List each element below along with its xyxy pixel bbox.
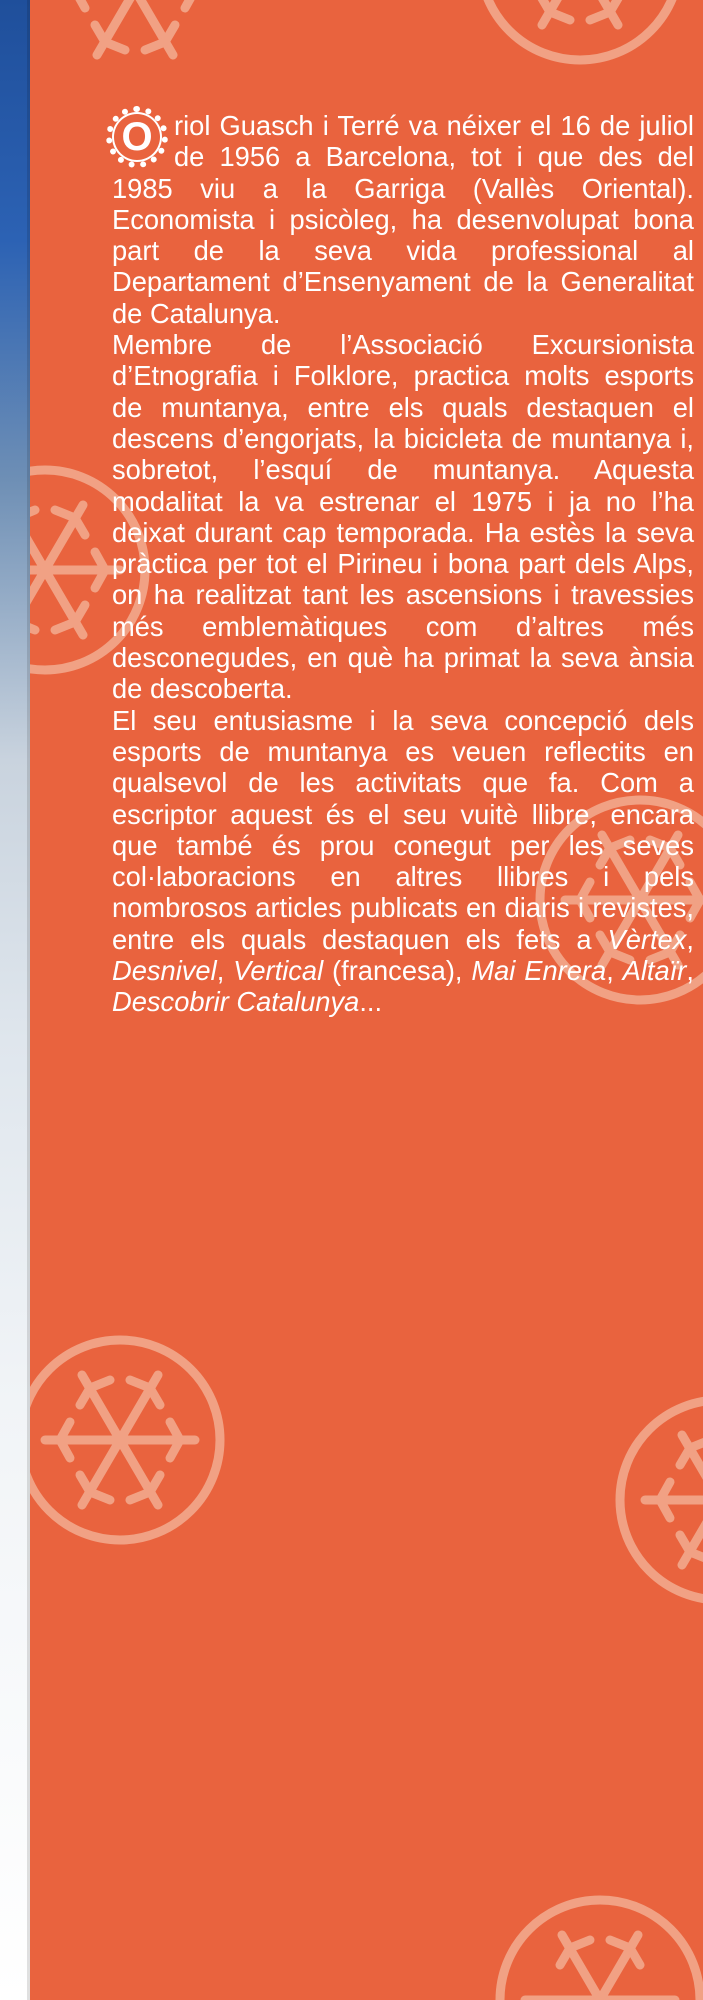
snowflake-icon xyxy=(610,1390,703,1610)
drop-cap-initial: O xyxy=(106,106,168,168)
snowflake-icon xyxy=(30,0,245,100)
magazine-title: Altaïr xyxy=(622,955,687,987)
bio-text-1: riol Guasch i Terré va néixer el 16 de juliol de 1956 a Barcelona, tot i que des del 1985 viu a la Garriga (Vallès Oriental). Economista i psicòleg, ha desenvolupat bona part de la seva vida professional al Departament d’Ensenyament de la Generalitat de Catalunya. xyxy=(112,110,694,329)
snowflake-icon xyxy=(30,1330,230,1550)
magazine-title: Desnivel xyxy=(112,955,217,987)
ellipsis: ... xyxy=(359,986,383,1018)
bio-paragraph-3 xyxy=(112,705,694,1018)
magazine-title: Vertical xyxy=(233,955,324,987)
magazine-note: (francesa), xyxy=(332,955,463,987)
separator: , xyxy=(686,923,694,955)
separator: , xyxy=(686,955,694,987)
separator: , xyxy=(216,955,225,987)
magazine-title: Descobrir Catalunya xyxy=(112,986,360,1018)
bio-text-3: El seu entusiasme i la seva concepció dels esports de muntanya es veuen reflectits en qualsevol de les activitats que fa. Com a escriptor aquest és el seu vuitè llibre, encara que també és prou conegut per les seves col·laboracions en altres llibres i pels nombrosos articles publicats en diaris i revistes, entre els quals destaquen els fets a xyxy=(112,704,694,955)
author-biography xyxy=(112,110,694,1018)
bio-paragraph-2: Membre de l’Associació Excursionista d’Etnografia i Folklore, practica molts esports de muntanya, entre els quals destaquen el descens d’engorjats, la bicicleta de muntanya i, sobretot, l’esquí de muntanya. Aquesta modalitat la va estrenar el 1975 i ja no l’ha deixat durant cap temporada. Ha estès la seva pràctica per tot el Pirineu i bona part dels Alps, on ha realitzat tant les ascensions i travessies més emblemàtiques com d’altres més desconegudes, en què ha primat la seva ànsia de descoberta. xyxy=(112,329,694,705)
bio-paragraph-1 xyxy=(112,110,694,329)
magazine-title: Mai Enrera xyxy=(471,955,607,987)
magazine-title: Vèrtex xyxy=(607,923,687,955)
snowflake-icon xyxy=(490,1890,703,2000)
separator: , xyxy=(606,955,614,987)
back-flap-panel xyxy=(30,0,703,2000)
snowflake-icon xyxy=(470,0,690,70)
cover-photo-edge xyxy=(0,0,30,2000)
